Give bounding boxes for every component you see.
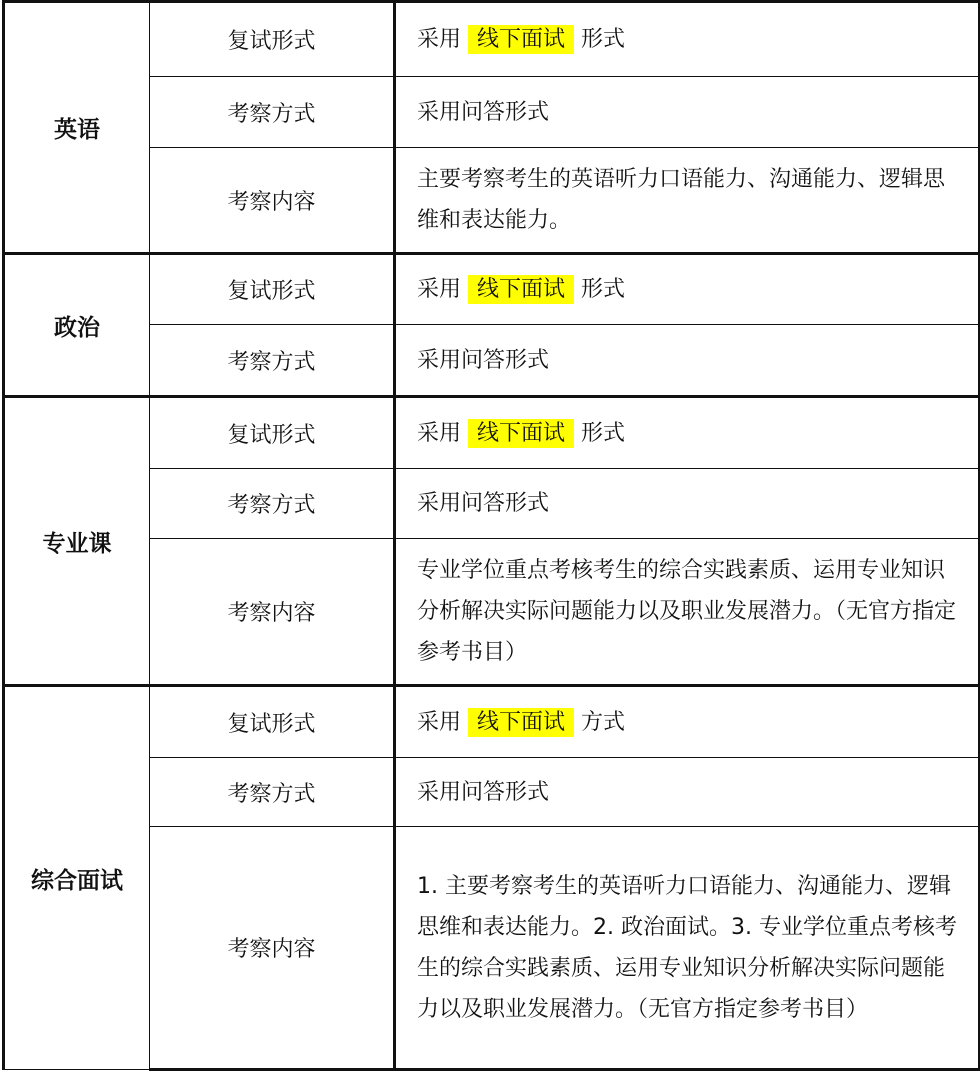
table-row (4, 827, 980, 1070)
item-label: 考察方式 (150, 758, 395, 827)
content-text: 采用 (417, 27, 462, 52)
group-label-major-course: 专业课 (4, 397, 150, 686)
item-label: 考察方式 (150, 325, 395, 397)
highlight-text: 线下面试 (468, 275, 574, 304)
content-text: 采用 (417, 277, 462, 302)
content-text: 采用 (417, 709, 462, 735)
item-label: 考察方式 (150, 77, 395, 148)
item-content (395, 686, 980, 758)
group-label-politics: 政治 (4, 254, 150, 397)
group-label-comprehensive-interview: 综合面试 (4, 686, 150, 1070)
item-label: 复试形式 (150, 397, 395, 469)
table-row (4, 397, 980, 469)
highlight-text: 线下面试 (468, 419, 574, 448)
item-label: 复试形式 (150, 686, 395, 758)
item-label: 考察内容 (150, 827, 395, 1070)
table-row (4, 2, 980, 77)
table-row (4, 539, 980, 686)
item-label: 考察内容 (150, 148, 395, 254)
table-row (4, 148, 980, 254)
item-content (395, 254, 980, 325)
content-text: 采用 (417, 420, 462, 446)
item-content: 采用问答形式 (395, 469, 980, 539)
item-content: 主要考察考生的英语听力口语能力、沟通能力、逻辑思维和表达能力。 (395, 148, 980, 254)
highlight-text: 线下面试 (468, 25, 574, 54)
highlight-text: 线下面试 (468, 708, 574, 737)
item-label: 考察方式 (150, 469, 395, 539)
item-content: 采用问答形式 (395, 77, 980, 148)
item-label: 复试形式 (150, 2, 395, 77)
item-content: 专业学位重点考核考生的综合实践素质、运用专业知识分析解决实际问题能力以及职业发展潜力。（无官方指定参考书目） (395, 539, 980, 686)
table-row (4, 758, 980, 827)
table-row (4, 686, 980, 758)
item-label: 复试形式 (150, 254, 395, 325)
table-row (4, 325, 980, 397)
content-text: 方式 (581, 709, 626, 735)
table-row (4, 254, 980, 325)
content-text: 形式 (581, 420, 626, 446)
item-label: 考察内容 (150, 539, 395, 686)
item-content (395, 397, 980, 469)
retest-table (2, 0, 980, 1071)
table-row (4, 77, 980, 148)
item-content (395, 2, 980, 77)
item-content: 采用问答形式 (395, 325, 980, 397)
content-text: 形式 (581, 27, 626, 52)
content-text: 形式 (581, 277, 626, 302)
group-label-english: 英语 (4, 2, 150, 254)
item-content: 1. 主要考察考生的英语听力口语能力、沟通能力、逻辑思维和表达能力。2. 政治面试。3. 专业学位重点考核考生的综合实践素质、运用专业知识分析解决实际问题能力以及职业发展潜力。（无官方指定参考书目） (395, 827, 980, 1070)
table-row (4, 469, 980, 539)
item-content: 采用问答形式 (395, 758, 980, 827)
